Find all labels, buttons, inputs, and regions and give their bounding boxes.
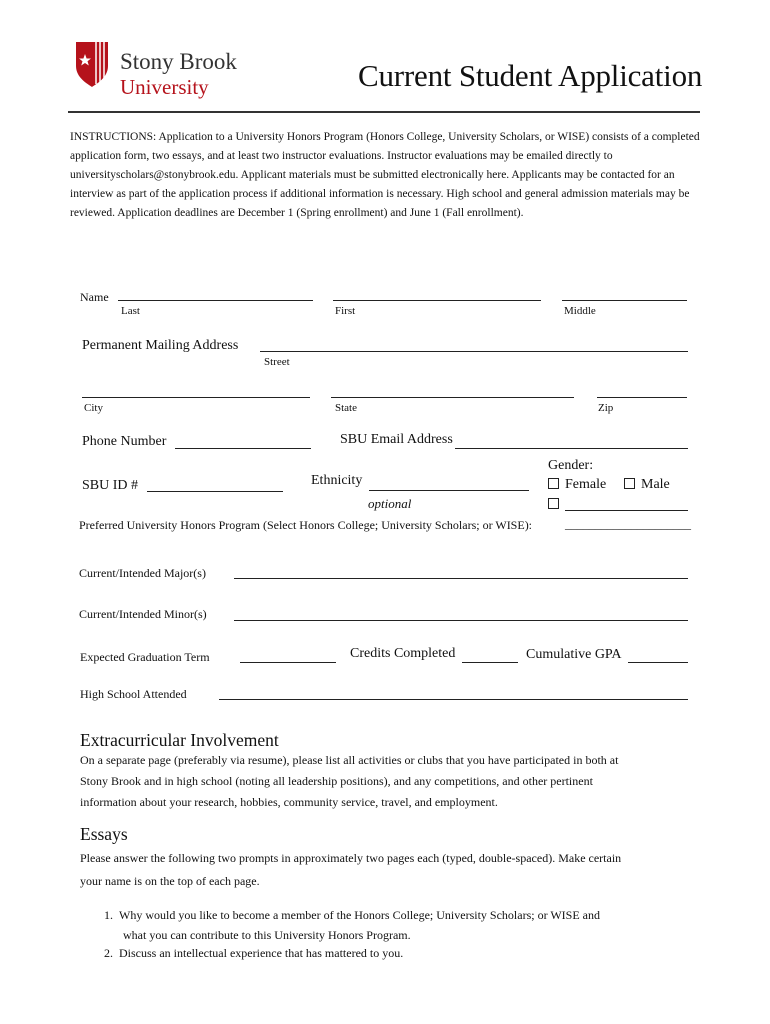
- instructions-text: INSTRUCTIONS: Application to a University Honors Program (Honors College, University Scholars, or WISE) consists of a completed application form, two essays, and at least two instructor evaluations. Instructor evaluations may be emailed directly to universityscholars@stonybrook.edu. Applicant materials must be submitted electronically here. Applicants may be contacted for an interview as part of the application process if additional information is necessary. High school and general admission materials may be reviewed. Application deadlines are December 1 (Spring enrollment) and June 1 (Fall enrollment).: [70, 131, 700, 219]
- gpa-field[interactable]: [628, 662, 688, 663]
- male-label: Male: [641, 477, 670, 492]
- gender-label: Gender:: [548, 458, 594, 473]
- extracurricular-line: Stony Brook and in high school (noting all leadership positions), and any competitions, and other pertinent: [80, 774, 593, 788]
- prompt-number: 1.: [104, 908, 113, 922]
- essays-line: Please answer the following two prompts in approximately two pages each (typed, double-spaced). Make certain: [80, 851, 622, 865]
- essays-line: your name is on the top of each page.: [80, 874, 260, 888]
- shield-icon: [74, 40, 110, 88]
- street-field[interactable]: [260, 351, 688, 352]
- male-option[interactable]: [624, 477, 670, 493]
- city-field[interactable]: [82, 397, 310, 398]
- other-gender-option[interactable]: [548, 497, 565, 513]
- extracurricular-line: On a separate page (preferably via resume), please list all activities or clubs that you have participated in both at: [80, 753, 619, 767]
- male-checkbox[interactable]: [624, 478, 635, 489]
- last-name-field[interactable]: [118, 300, 313, 301]
- prompt-number: 2.: [104, 946, 113, 960]
- city-caption: City: [84, 402, 103, 414]
- state-caption: State: [335, 402, 357, 414]
- minor-label: Current/Intended Minor(s): [79, 607, 207, 621]
- street-caption: Street: [264, 356, 290, 368]
- sbu-id-label: SBU ID #: [82, 478, 139, 493]
- state-field[interactable]: [331, 397, 574, 398]
- credits-label: Credits Completed: [350, 646, 456, 661]
- prompt-text: Discuss an intellectual experience that has mattered to you.: [119, 946, 404, 960]
- ethnicity-field[interactable]: [369, 490, 529, 491]
- email-label: SBU Email Address: [340, 432, 453, 447]
- program-label: Preferred University Honors Program (Select Honors College; University Scholars; or WISE):: [79, 518, 533, 532]
- address-label: Permanent Mailing Address: [82, 338, 239, 353]
- prompt-text: what you can contribute to this University Honors Program.: [123, 928, 411, 942]
- credits-field[interactable]: [462, 662, 518, 663]
- sbu-id-field[interactable]: [147, 491, 283, 492]
- extracurricular-line: information about your research, hobbies, community service, travel, and employment.: [80, 795, 498, 809]
- phone-label: Phone Number: [82, 434, 167, 449]
- other-gender-field[interactable]: [565, 510, 688, 511]
- last-caption: Last: [121, 305, 140, 317]
- female-label: Female: [565, 477, 607, 492]
- ethnicity-hint: optional: [368, 496, 412, 511]
- logo-line1: Stony Brook: [120, 49, 237, 74]
- zip-field[interactable]: [597, 397, 687, 398]
- program-field[interactable]: _____________________: [565, 517, 691, 531]
- zip-caption: Zip: [598, 402, 614, 414]
- other-gender-checkbox[interactable]: [548, 498, 559, 509]
- major-label: Current/Intended Major(s): [79, 566, 206, 580]
- middle-caption: Middle: [564, 305, 596, 317]
- title-divider: [68, 111, 700, 113]
- first-caption: First: [335, 305, 356, 317]
- female-checkbox[interactable]: [548, 478, 559, 489]
- middle-name-field[interactable]: [562, 300, 687, 301]
- essays-heading: Essays: [80, 824, 128, 844]
- email-field[interactable]: [455, 448, 688, 449]
- ethnicity-label: Ethnicity: [311, 473, 363, 488]
- extracurricular-heading: Extracurricular Involvement: [80, 730, 279, 750]
- logo-line2: University: [120, 75, 209, 99]
- major-field[interactable]: [234, 578, 688, 579]
- grad-label: Expected Graduation Term: [80, 650, 210, 664]
- grad-field[interactable]: [240, 662, 336, 663]
- female-option[interactable]: [548, 477, 606, 493]
- first-name-field[interactable]: [333, 300, 541, 301]
- hs-label: High School Attended: [80, 687, 187, 701]
- prompt-text: Why would you like to become a member of the Honors College; University Scholars; or WISE and: [119, 908, 601, 922]
- name-label: Name: [80, 290, 109, 304]
- gpa-label: Cumulative GPA: [526, 647, 622, 662]
- phone-field[interactable]: [175, 448, 311, 449]
- page-title: Current Student Application: [358, 58, 703, 93]
- minor-field[interactable]: [234, 620, 688, 621]
- hs-field[interactable]: [219, 699, 688, 700]
